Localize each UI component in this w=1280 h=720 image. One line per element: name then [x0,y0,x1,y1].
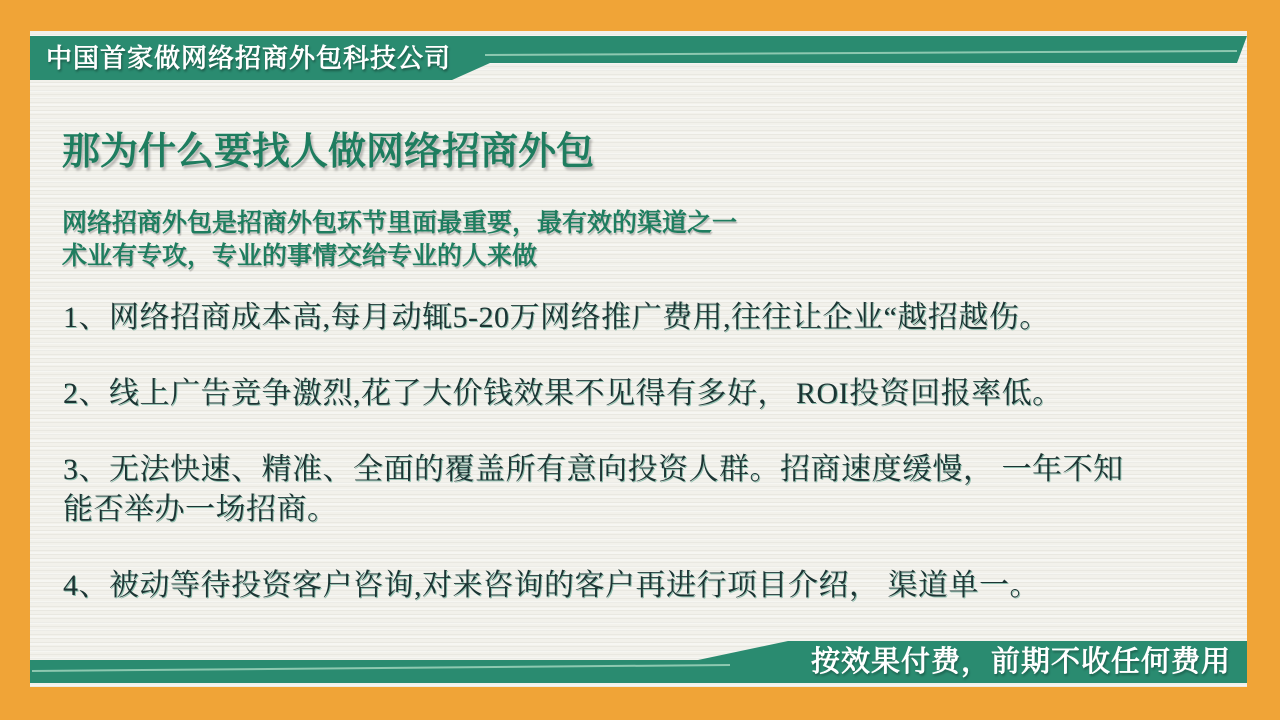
header-company-label: 中国首家做网络招商外包科技公司 [46,43,452,73]
points-list [63,298,1223,642]
point-3-line-1: 3、无法快速、精准、全面的覆盖所有意向投资人群。招商速度缓慢， 一年不知 [63,453,1124,486]
point-3 [63,450,1223,530]
point-1-line-1: 1、网络招商成本高,每月动辄5-20万网络推广费用,往往让企业“越招越伤。 [63,301,1050,334]
point-2-line-1: 2、线上广告竞争激烈,花了大价钱效果不见得有多好， ROI投资回报率低。 [63,377,1063,410]
slide [30,31,1247,687]
subtitle-line-1: 网络招商外包是招商外包环节里面最重要，最有效的渠道之一 [62,209,738,237]
point-2 [63,374,1223,414]
subtitle-line-2: 术业有专攻，专业的事情交给专业的人来做 [62,242,538,270]
point-3-line-2: 能否举办一场招商。 [63,493,338,526]
footer-slogan: 按效果付费，前期不收任何费用 [810,646,1231,678]
page-title: 那为什么要找人做网络招商外包 [62,131,595,173]
point-4 [63,566,1223,606]
subtitle [62,207,737,273]
point-1 [63,298,1223,338]
point-4-line-1: 4、被动等待投资客户咨询,对来咨询的客户再进行项目介绍， 渠道单一。 [63,569,1040,602]
